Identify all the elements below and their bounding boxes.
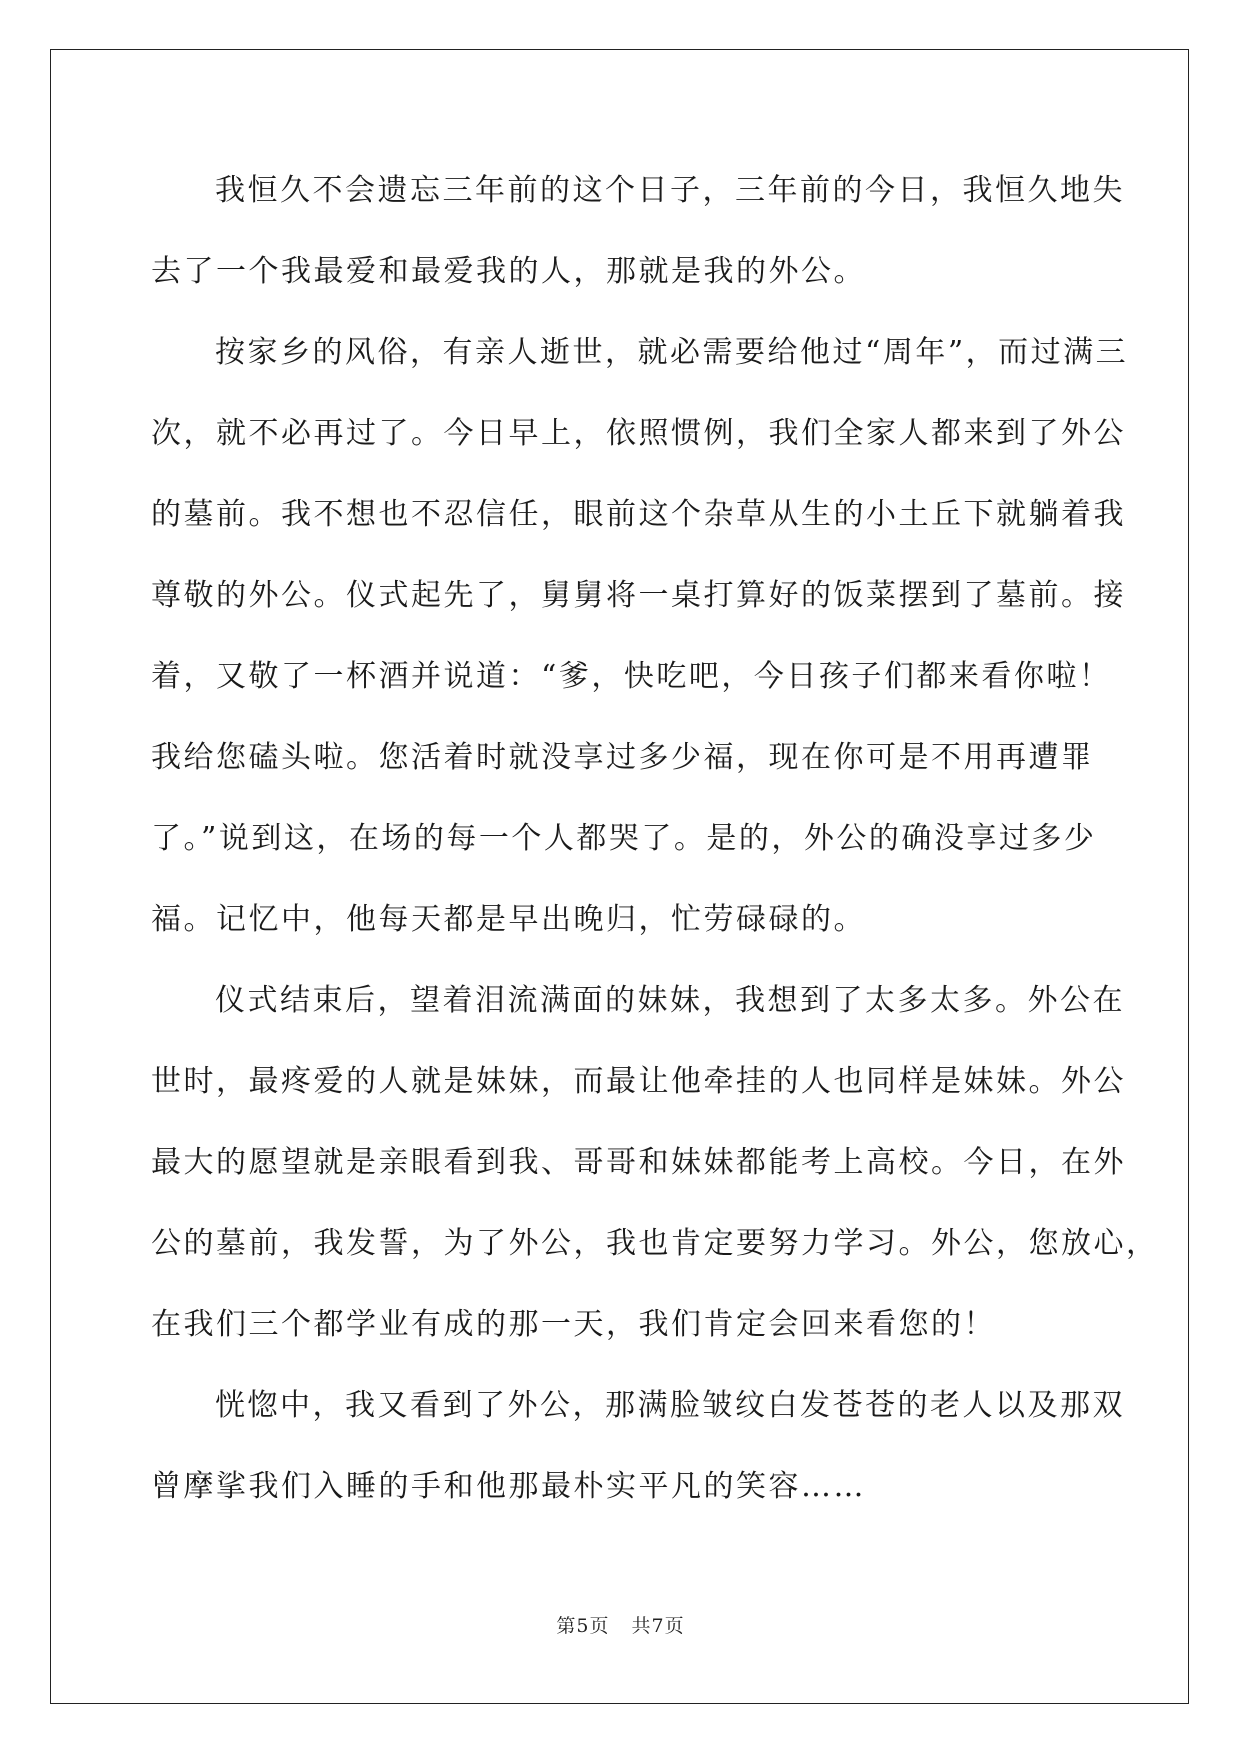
text-line: 了。”说到这，在场的每一个人都哭了。是的，外公的确没享过多少 <box>151 821 1097 856</box>
text-line: 去了一个我最爱和最爱我的人，那就是我的外公。 <box>151 254 866 289</box>
text-line: 世时，最疼爱的人就是妹妹，而最让他牵挂的人也同样是妹妹。外公 <box>151 1064 1126 1099</box>
text-line: 我恒久不会遗忘三年前的这个日子，三年前的今日，我恒久地失 <box>215 173 1125 208</box>
text-line: 恍惚中，我又看到了外公，那满脸皱纹白发苍苍的老人以及那双 <box>215 1388 1125 1423</box>
text-line: 我给您磕头啦。您活着时就没享过多少福，现在你可是不用再遭罪 <box>151 740 1094 775</box>
text-line: 仪式结束后，望着泪流满面的妹妹，我想到了太多太多。外公在 <box>215 983 1125 1018</box>
text-line: 尊敬的外公。仪式起先了，舅舅将一桌打算好的饭菜摆到了墓前。接 <box>151 578 1126 613</box>
text-line: 在我们三个都学业有成的那一天，我们肯定会回来看您的！ <box>151 1307 996 1342</box>
text-line: 福。记忆中，他每天都是早出晚归，忙劳碌碌的。 <box>151 902 866 937</box>
text-line: 最大的愿望就是亲眼看到我、哥哥和妹妹都能考上高校。今日，在外 <box>151 1145 1126 1180</box>
text-line: 次，就不必再过了。今日早上，依照惯例，我们全家人都来到了外公 <box>151 416 1126 451</box>
text-line: 公的墓前，我发誓，为了外公，我也肯定要努力学习。外公，您放心， <box>151 1226 1159 1261</box>
page-footer <box>0 1611 1241 1638</box>
text-line: 着，又敬了一杯酒并说道：“爹，快吃吧，今日孩子们都来看你啦！ <box>151 659 1112 694</box>
text-line: 的墓前。我不想也不忍信任，眼前这个杂草从生的小土丘下就躺着我 <box>151 497 1126 532</box>
text-line: 按家乡的风俗，有亲人逝世，就必需要给他过“周年”，而过满三 <box>215 335 1129 370</box>
document-body <box>151 163 1159 1540</box>
page-number-current: 第5页 <box>556 1615 610 1637</box>
page-number-total: 共7页 <box>631 1615 685 1637</box>
text-line: 曾摩挲我们入睡的手和他那最朴实平凡的笑容…… <box>151 1469 866 1504</box>
